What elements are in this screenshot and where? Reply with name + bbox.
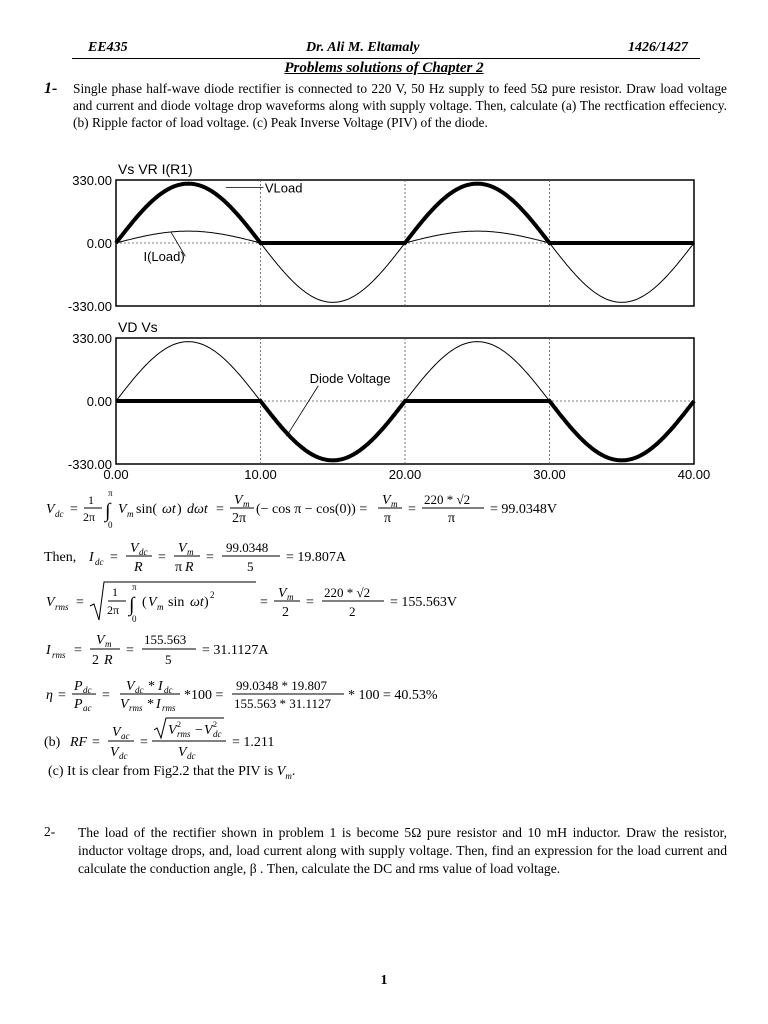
svg-text:0: 0 <box>132 614 137 624</box>
svg-text:=: = <box>216 502 224 517</box>
svg-text:rms: rms <box>55 602 69 612</box>
svg-text:2π: 2π <box>107 603 120 617</box>
equation-ripple-factor <box>44 716 344 764</box>
svg-text:dc: dc <box>187 751 196 761</box>
svg-text:V: V <box>234 493 243 508</box>
x-tick-label: 0.00 <box>103 467 129 482</box>
svg-text:π: π <box>384 511 392 526</box>
page-number: 1 <box>380 973 388 988</box>
svg-text:m: m <box>157 602 164 612</box>
svg-text:rms: rms <box>52 650 66 660</box>
course-code: EE435 <box>88 40 128 55</box>
svg-text:dc: dc <box>83 685 92 695</box>
svg-text:2: 2 <box>282 605 289 620</box>
y-tick-label: 0.00 <box>86 236 112 251</box>
svg-text:1: 1 <box>88 493 94 507</box>
svg-text:sin: sin <box>168 595 185 610</box>
equation-irms <box>44 628 404 670</box>
annotation-vload: VLoad <box>264 180 303 196</box>
vdc-result: = 99.0348V <box>490 502 558 517</box>
svg-text:=: = <box>70 502 78 517</box>
svg-text:dc: dc <box>55 509 64 519</box>
svg-text:P: P <box>74 697 83 712</box>
svg-text:dc: dc <box>119 751 128 761</box>
idc-denominator: 5 <box>247 559 254 574</box>
x-tick-label: 10.00 <box>244 467 277 482</box>
svg-text:=: = <box>110 550 118 565</box>
efficiency-numerator: 99.0348 * 19.807 <box>236 678 327 693</box>
svg-text:2: 2 <box>213 720 217 729</box>
svg-text:m: m <box>287 592 294 602</box>
svg-text:ωt: ωt <box>162 502 176 517</box>
svg-text:V: V <box>148 595 157 610</box>
svg-text:dωt: dωt <box>187 502 208 517</box>
svg-text:2π: 2π <box>232 511 247 526</box>
svg-text:=: = <box>92 735 100 750</box>
author-name: Dr. Ali M. Eltamaly <box>306 40 420 55</box>
svg-text:V: V <box>178 541 187 556</box>
svg-text:m: m <box>243 499 250 509</box>
svg-text:∫: ∫ <box>105 500 111 522</box>
svg-text:=: = <box>408 502 416 517</box>
problem-1-number: 1- <box>44 80 58 97</box>
equation-idc <box>44 536 444 576</box>
vrms-result: = 155.563V <box>390 595 458 610</box>
svg-text:R: R <box>134 560 143 575</box>
equation-vdc <box>44 488 558 530</box>
svg-text:rms: rms <box>129 703 143 713</box>
chart-legend-title: Vs VR I(R1) <box>118 161 193 177</box>
problem-2-statement: The load of the rectifier shown in problem 1 is become 5Ω pure resistor and 10 mH inductor. Draw the resistor, inductor voltage drops, and, load current along with supply voltage. Then, find an expression for the load current and calculate the conduction angle, β . Then, calculate the DC and rms value of load voltage. <box>78 825 727 876</box>
equation-vrms <box>44 576 464 626</box>
svg-text:V: V <box>130 541 139 556</box>
svg-text:m: m <box>127 509 134 519</box>
svg-text:=: = <box>260 595 268 610</box>
svg-text:V: V <box>46 595 55 610</box>
svg-text:V: V <box>46 502 55 517</box>
svg-text:*100 =: *100 = <box>184 688 224 703</box>
svg-text:m: m <box>105 639 112 649</box>
svg-text:R: R <box>185 560 194 575</box>
svg-text:=: = <box>58 688 66 703</box>
efficiency-denominator: 155.563 * 31.1127 <box>234 696 332 711</box>
annotation-diode-voltage: Diode Voltage <box>309 370 391 386</box>
svg-text:m: m <box>391 499 398 509</box>
svg-text:V: V <box>120 697 129 712</box>
svg-text:R: R <box>104 653 113 668</box>
svg-text:π: π <box>132 582 137 592</box>
svg-text:π: π <box>108 488 113 498</box>
svg-text:V: V <box>178 745 187 760</box>
piv-text: (c) It is clear from Fig2.2 that the PIV is <box>48 764 274 779</box>
svg-text:0: 0 <box>108 520 113 530</box>
svg-text:=: = <box>306 595 314 610</box>
annotation-iload: I(Load) <box>143 249 185 265</box>
svg-text:V: V <box>110 745 119 760</box>
svg-text:=: = <box>102 688 110 703</box>
svg-text:): ) <box>204 595 209 610</box>
svg-text:2: 2 <box>177 720 181 729</box>
irms-denominator: 5 <box>165 652 172 667</box>
efficiency-result: * 100 = 40.53% <box>348 688 438 703</box>
svg-text:ac: ac <box>83 703 92 713</box>
svg-text:=: = <box>126 643 134 658</box>
svg-text:V: V <box>278 586 287 601</box>
svg-text:V: V <box>168 723 177 738</box>
page-title: Problems solutions of Chapter 2 <box>284 60 484 76</box>
svg-text:I: I <box>46 643 51 658</box>
svg-text:−: − <box>195 723 203 738</box>
svg-text:): ) <box>177 502 182 517</box>
svg-text:I: I <box>156 697 161 712</box>
svg-text:220 * √2: 220 * √2 <box>424 492 471 507</box>
svg-text:P: P <box>74 679 83 694</box>
part-b-label: (b) <box>44 735 61 750</box>
svg-text:=: = <box>76 595 84 610</box>
svg-text:dc: dc <box>139 547 148 557</box>
x-tick-label: 30.00 <box>533 467 566 482</box>
chart-legend-title: VD Vs <box>118 319 158 335</box>
vrms-numerator: 220 * √2 <box>324 585 371 600</box>
chart-load-waveforms <box>68 161 694 314</box>
svg-text:I: I <box>158 679 163 694</box>
svg-text:∫: ∫ <box>129 594 135 616</box>
header-rule <box>72 58 700 59</box>
svg-text:2: 2 <box>92 653 99 668</box>
svg-text:2: 2 <box>210 590 215 600</box>
svg-text:1: 1 <box>112 585 118 599</box>
irms-result: = 31.1127A <box>202 643 269 658</box>
x-tick-label: 20.00 <box>388 467 422 482</box>
svg-text:(: ( <box>142 595 147 610</box>
problem-1-statement: Single phase half-wave diode rectifier is connected to 220 V, 50 Hz supply to feed 5Ω pure resistor. Draw load voltage and current and diode voltage drop waveforms along with supply voltage. Then, calculate (a) The rectfication effeciency. (b) Ripple factor of load voltage. (c) Peak Inverse Voltage (PIV) of the diode. <box>73 81 727 130</box>
svg-text:V: V <box>204 723 213 738</box>
y-tick-label: 330.00 <box>72 173 112 188</box>
piv-statement: (c) It is clear from Fig2.2 that the PIV is $V_m$. <box>48 764 296 781</box>
svg-text:m: m <box>187 547 194 557</box>
svg-text:dc: dc <box>213 729 222 739</box>
svg-text:π: π <box>448 511 456 526</box>
svg-text:sin(: sin( <box>136 502 157 517</box>
svg-text:=: = <box>206 550 214 565</box>
svg-text:V: V <box>382 493 391 508</box>
svg-text:V: V <box>118 502 127 517</box>
x-tick-label: 40.00 <box>677 467 711 482</box>
svg-text:ac: ac <box>121 731 130 741</box>
svg-text:V: V <box>96 633 105 648</box>
waveform-charts <box>40 158 730 480</box>
svg-text:=: = <box>158 550 166 565</box>
svg-text:rms: rms <box>177 729 191 739</box>
svg-text:η: η <box>46 688 53 703</box>
y-tick-label: 330.00 <box>72 331 112 346</box>
svg-text:V: V <box>112 725 121 740</box>
svg-text:(− cos π − cos(0)) =: (− cos π − cos(0)) = <box>256 502 368 517</box>
y-tick-label: -330.00 <box>67 299 112 314</box>
idc-result: = 19.807A <box>286 550 347 565</box>
svg-text:dc: dc <box>164 685 173 695</box>
problem-2-number: 2- <box>44 824 56 839</box>
then-label: Then, <box>44 550 77 565</box>
svg-text:*: * <box>148 679 155 694</box>
y-tick-label: -330.00 <box>67 457 112 472</box>
irms-numerator: 155.563 <box>144 632 187 647</box>
svg-text:2π: 2π <box>83 510 96 524</box>
svg-text:RF: RF <box>70 735 88 750</box>
annotation-arrow <box>287 386 319 437</box>
svg-text:rms: rms <box>162 703 176 713</box>
year-label: 1426/1427 <box>628 40 688 55</box>
svg-text:π: π <box>175 560 183 575</box>
svg-text:dc: dc <box>135 685 144 695</box>
idc-numerator: 99.0348 <box>226 540 269 555</box>
vrms-denominator: 2 <box>349 604 356 619</box>
equation-efficiency <box>44 674 504 714</box>
svg-text:=: = <box>140 735 148 750</box>
svg-text:dc: dc <box>95 557 104 567</box>
svg-text:ωt: ωt <box>190 595 204 610</box>
svg-text:V: V <box>126 679 135 694</box>
y-tick-label: 0.00 <box>86 394 112 409</box>
ripple-factor-result: = 1.211 <box>232 735 275 750</box>
svg-text:*: * <box>147 697 154 712</box>
svg-text:I: I <box>89 550 94 565</box>
svg-text:=: = <box>74 643 82 658</box>
chart-diode-waveforms <box>68 319 710 482</box>
